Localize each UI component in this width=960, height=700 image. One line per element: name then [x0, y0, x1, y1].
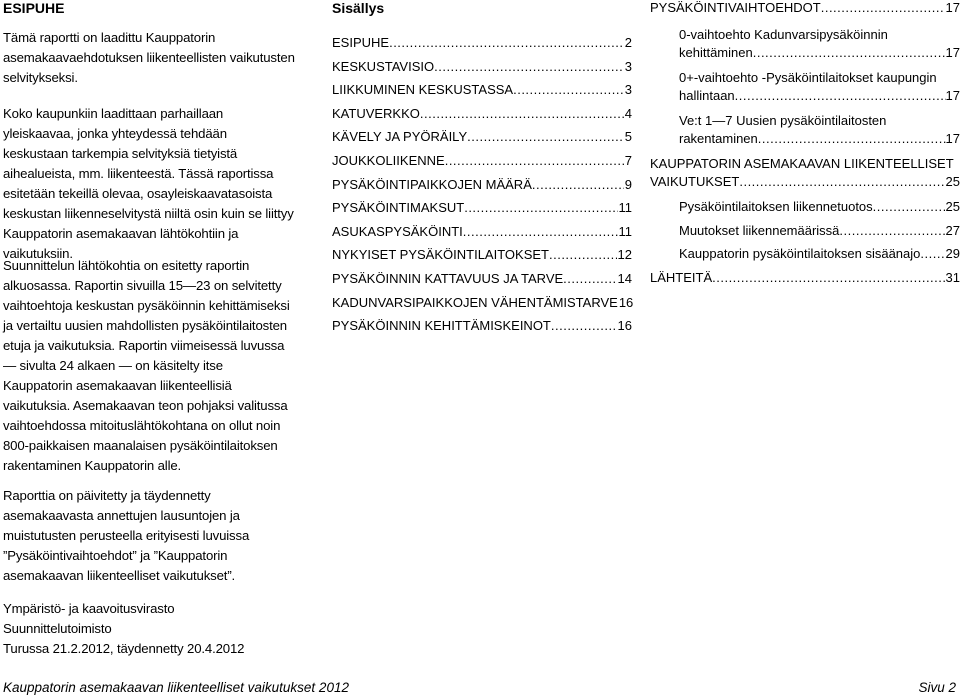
toc-leader	[563, 271, 616, 287]
toc-item-page: 25	[945, 199, 960, 214]
toc-item-page: 17	[945, 0, 960, 15]
toc-subitem[interactable]	[650, 246, 960, 270]
footer-document-title: Kauppatorin asemakaavan liikenteelliset vaikutukset 2012	[3, 680, 349, 695]
toc-item-title-line2: VAIKUTUKSET	[650, 174, 740, 189]
toc-item-page: 5	[624, 129, 632, 145]
toc-leader	[463, 224, 618, 240]
toc-item[interactable]	[332, 35, 632, 59]
signature-block	[3, 599, 295, 659]
toc-item-page: 17	[945, 131, 960, 146]
toc-item-title-line1: 0-vaihtoehto Kadunvarsipysäköinnin	[679, 27, 888, 42]
toc-continued-list	[650, 26, 960, 293]
toc-item-title: KATUVERKKO	[332, 105, 420, 121]
toc-item-page: 25	[945, 174, 960, 189]
toc-subitem[interactable]	[650, 223, 960, 247]
toc-item-page: 3	[624, 82, 632, 98]
toc-item-page: 17	[945, 88, 960, 103]
toc-item-page: 12	[617, 247, 632, 263]
toc-item-parking-alternatives[interactable]	[650, 0, 960, 16]
toc-leader	[464, 200, 617, 216]
toc-subitem[interactable]	[650, 199, 960, 223]
toc-heading: Sisällys	[332, 0, 385, 16]
toc-item[interactable]	[332, 153, 632, 177]
preface-paragraph-1: Tämä raportti on laadittu Kauppatorin asemakaavaehdotuksen liikenteellisten vaikutusten selvitykseksi.	[3, 30, 295, 85]
toc-leader	[532, 177, 624, 193]
preface-column	[3, 0, 295, 656]
toc-item-sources[interactable]	[650, 270, 960, 294]
toc-item-title: Kauppatorin pysäköintilaitoksen sisäänajo	[679, 246, 921, 262]
toc-column	[332, 0, 634, 334]
preface-paragraph-4: Raporttia on päivitetty ja täydennetty asemakaavasta annettujen lausuntojen ja muistutusten perusteella erityisesti luvuissa ”Pysäköintivaihtoehdot” ja ”Kauppatorin asemakaavan liikenteelliset vaikutukset”.	[3, 488, 250, 583]
toc-item-title-line2: kehittäminen	[679, 45, 753, 60]
toc-item-title: KADUNVARSIPAIKKOJEN VÄHENTÄMISTARVE	[332, 294, 618, 310]
toc-item-page: 27	[945, 222, 960, 238]
toc-item-page: 2	[624, 35, 632, 50]
toc-item-title: LIIKKUMINEN KESKUSTASSA	[332, 82, 514, 98]
toc-subitem[interactable]	[650, 26, 960, 62]
toc-item-title: ESIPUHE	[332, 35, 390, 50]
toc-item-title: Muutokset liikennemäärissä	[679, 222, 840, 238]
toc-leader	[434, 59, 624, 75]
toc-item[interactable]	[332, 59, 632, 83]
toc-item-title-line1: 0+-vaihtoehto -Pysäköintilaitokset kaupungin	[679, 70, 937, 85]
toc-item-page: 3	[624, 58, 632, 74]
toc-item[interactable]	[332, 318, 632, 342]
toc-item-page: 9	[624, 176, 632, 192]
toc-item-page: 7	[624, 152, 632, 168]
toc-item-title-line1: Ve:t 1—7 Uusien pysäköintilaitosten	[679, 113, 887, 128]
toc-item-page: 16	[618, 294, 634, 310]
toc-item-title-line2: rakentaminen	[679, 131, 758, 146]
toc-leader	[821, 0, 945, 16]
toc-item-title: NYKYISET PYSÄKÖINTILAITOKSET	[332, 247, 549, 263]
toc-item-page: 11	[618, 200, 632, 216]
org-line-1: Ympäristö- ja kaavoitusvirasto	[3, 601, 175, 616]
toc-leader	[735, 87, 946, 105]
toc-item-title: PYSÄKÖINNIN KATTAVUUS JA TARVE	[332, 270, 564, 286]
toc-leader	[389, 35, 624, 51]
toc-item-page: 11	[618, 223, 632, 239]
toc-leader	[549, 247, 617, 263]
toc-leader	[551, 318, 617, 334]
toc-leader	[513, 82, 624, 98]
toc-item-page: 29	[945, 246, 960, 262]
toc-item-title: KÄVELY JA PYÖRÄILY	[332, 129, 468, 145]
toc-leader	[445, 153, 624, 169]
toc-item-title: PYSÄKÖINTIPAIKKOJEN MÄÄRÄ	[332, 176, 532, 192]
toc-leader	[467, 129, 624, 145]
preface-paragraph-3: Suunnittelun lähtökohtia on esitetty raportin alkuosassa. Raportin sivuilla 15—23 on selvitetty vaihtoehtoja keskustan pysäköinnin kehittämiseksi ja vertailtu uusien mahdollisten pysäköintilaitosten etuja ja vaikutuksia. Raportin viimeisessä luvussa — sivulta 24 alkaen — on käsitelty itse Kauppatorin asemakaavan liikenteellisiä vaikutuksia. Asemakaavan teon pohjaksi valitussa vaihtoehdossa mitoituslähtökohtana on ollut noin 800-paikkaisen maanalaisen pysäköintilaitoksen rakentaminen Kauppatorin alle.	[3, 258, 290, 473]
toc-item-page: 16	[617, 318, 632, 334]
toc-item-title: LÄHTEITÄ	[650, 269, 713, 285]
toc-item[interactable]	[332, 247, 632, 271]
toc-leader	[712, 270, 944, 286]
preface-paragraph-2: Koko kaupunkiin laadittaan parhaillaan yleiskaavaa, jonka yhteydessä tehdään keskustaan tarkempia selvityksiä tietyistä aihealueista, mm. liikenteestä. Tässä raportissa esitetään tekeillä olevaa, osayleiskaavatasoista keskustan liikenneselvitystä niiltä osin kuin se liittyy Kauppatorin asemakaavan lähtökohtiin ja vaikutuksiin.	[3, 106, 294, 261]
toc-item-title: JOUKKOLIIKENNE	[332, 152, 445, 168]
date-line: Turussa 21.2.2012, täydennetty 20.4.2012	[3, 641, 245, 656]
org-line-2: Suunnittelutoimisto	[3, 621, 112, 636]
toc-list	[332, 35, 632, 342]
toc-item[interactable]	[332, 271, 632, 295]
toc-item-page: 14	[617, 270, 632, 286]
toc-subitem[interactable]	[650, 112, 960, 148]
toc-item[interactable]	[332, 129, 632, 153]
toc-leader	[920, 246, 944, 262]
toc-leader	[873, 199, 945, 215]
toc-leader	[739, 173, 945, 191]
preface-heading: ESIPUHE	[3, 0, 65, 16]
toc-item-title-line1: KAUPPATORIN ASEMAKAAVAN LIIKENTEELLISET	[650, 156, 954, 171]
toc-item[interactable]	[332, 295, 632, 319]
toc-item-title: PYSÄKÖINTIVAIHTOEHDOT	[650, 0, 821, 15]
toc-item-page: 31	[945, 269, 960, 285]
toc-item-title: PYSÄKÖINTIMAKSUT	[332, 200, 465, 216]
toc-item[interactable]	[650, 155, 960, 191]
toc-leader	[420, 106, 624, 122]
footer-page-number: Sivu 2	[918, 680, 956, 695]
toc-item[interactable]	[332, 82, 632, 106]
toc-item-title-line2: hallintaan	[679, 88, 735, 103]
toc-item[interactable]	[332, 177, 632, 201]
toc-leader	[758, 130, 946, 148]
toc-item-title: KESKUSTAVISIO	[332, 58, 435, 74]
toc-item-title: PYSÄKÖINNIN KEHITTÄMISKEINOT	[332, 318, 551, 334]
toc-leader	[839, 223, 944, 239]
toc-leader	[753, 44, 946, 62]
toc-item[interactable]	[332, 224, 632, 248]
toc-item[interactable]	[332, 106, 632, 130]
toc-item-title: ASUKASPYSÄKÖINTI	[332, 223, 463, 239]
toc-item-title: Pysäköintilaitoksen liikennetuotos	[679, 199, 873, 214]
toc-item[interactable]	[332, 200, 632, 224]
toc-subitem[interactable]	[650, 69, 960, 105]
toc-item-page: 4	[624, 105, 632, 121]
toc-item-page: 17	[945, 45, 960, 60]
